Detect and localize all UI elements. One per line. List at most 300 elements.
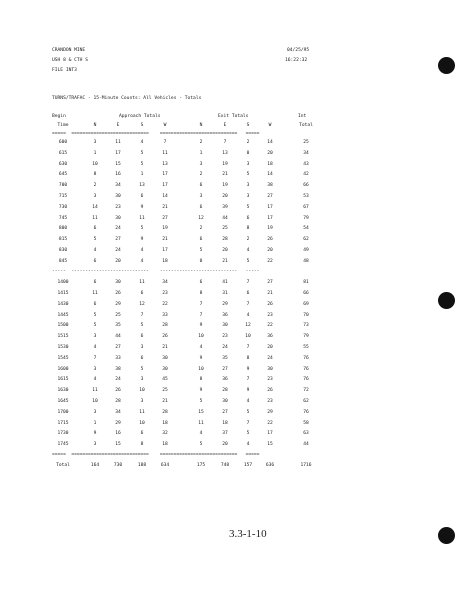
report-title: TURNS/TRAFAC - 15-Minute Counts: All Vehicles - Totals [52,96,202,101]
exit-w: 22 [267,420,273,426]
exit-w: 23 [267,377,273,383]
exit-w: 36 [267,334,273,340]
approach-w: 11 [162,150,168,156]
approach-n: 6 [93,226,97,232]
exit-w: 636 [265,462,275,468]
int-total: 53 [303,194,309,199]
exit-n: 0 [199,258,203,264]
col-begin-header: Begin [52,114,66,119]
exit-e: 19 [222,161,228,167]
exit-n: 5 [199,398,203,404]
int-total: 76 [303,377,309,383]
exit-e: 35 [222,355,228,361]
table-row [0,377,465,383]
begin-time: 1545 [57,355,69,361]
exit-s: 6 [246,290,250,296]
exit-w: 17 [267,204,273,210]
sub-header-total: Total [299,123,313,128]
exit-e: 44 [222,215,228,221]
approach-n: 6 [93,301,97,307]
int-total: 54 [303,226,309,232]
approach-s: 11 [139,409,145,415]
exit-w: 30 [267,366,273,372]
begin-time: 600 [58,140,68,145]
int-total: 76 [303,409,309,415]
exit-s: 8 [246,355,250,361]
approach-e: 17 [115,150,121,156]
begin-time: 715 [58,194,68,199]
approach-s: 6 [140,194,144,199]
approach-n: 7 [93,355,97,361]
approach-n: 3 [93,194,97,199]
exit-e: 27 [222,409,228,415]
approach-e: 24 [115,248,121,253]
approach-w: 22 [162,301,168,307]
exit-n: 2 [199,226,203,232]
approach-s: 6 [140,431,144,437]
approach-n: 1 [93,150,97,156]
approach-s: 13 [139,183,145,189]
table-row [0,162,465,168]
exit-s: 7 [246,420,250,426]
approach-n: 5 [93,237,97,243]
exit-n: 5 [199,442,203,448]
exit-e: 13 [222,150,228,156]
approach-w: 7 [163,140,167,145]
approach-w: 21 [162,398,168,404]
table-row [0,259,465,265]
approach-n: 3 [93,334,97,340]
table-row [0,334,465,340]
exit-n: 9 [199,355,203,361]
exit-e: 20 [222,248,228,253]
page-number: 3.3-1-10 [229,528,267,540]
begin-time: 1700 [57,409,69,415]
exit-n: 175 [196,462,206,468]
begin-time: 1715 [57,420,69,426]
report-time: 16:22:32 [285,58,308,63]
approach-e: 29 [115,420,121,426]
sub-header-ew: W [268,123,272,128]
approach-n: 164 [90,462,100,468]
exit-s: 8 [246,226,250,232]
approach-e: 11 [115,140,121,145]
begin-time: 800 [58,226,68,232]
sub-header-en: N [199,123,203,128]
exit-n: 2 [199,172,203,178]
table-row [0,442,465,448]
rule-bottom: ===== ============================ ============================ ===== [52,451,260,457]
sub-header-ae: E [116,123,120,128]
approach-s: 6 [140,290,144,296]
table-row [0,431,465,437]
approach-n: 4 [93,344,97,350]
exit-w: 14 [267,140,273,145]
approach-n: 5 [93,312,97,318]
exit-w: 15 [267,442,273,448]
begin-time: 815 [58,237,68,243]
exit-s: 4 [246,312,250,318]
exit-s: 3 [246,161,250,167]
exit-w: 26 [267,237,273,243]
location-line-1: CRANDON MINE [52,48,86,53]
int-total: 48 [303,258,309,264]
approach-e: 26 [115,388,121,394]
approach-s: 4 [140,258,144,264]
approach-w: 21 [162,237,168,243]
exit-w: 19 [267,226,273,232]
exit-e: 28 [222,237,228,243]
exit-e: 19 [222,183,228,189]
int-total: 81 [303,280,309,286]
table-row [0,280,465,286]
table-row [0,151,465,157]
approach-e: 38 [115,366,121,372]
table-row [0,323,465,329]
punch-hole-middle [438,292,455,309]
table-row [0,313,465,319]
approach-w: 18 [162,442,168,448]
exit-s: 2 [246,140,250,145]
approach-w: 34 [162,280,168,286]
approach-n: 4 [93,248,97,253]
approach-w: 28 [162,323,168,329]
approach-n: 11 [92,215,98,221]
begin-time: 1630 [57,388,69,394]
exit-w: 23 [267,398,273,404]
exit-w: 26 [267,301,273,307]
exit-n: 10 [198,334,204,340]
exit-totals-header: Exit Totals [218,114,249,119]
exit-s: 6 [246,215,250,221]
exit-e: 39 [222,204,228,210]
approach-n: 10 [92,398,98,404]
begin-time: 1730 [57,431,69,437]
approach-e: 34 [115,409,121,415]
approach-e: 30 [115,280,121,286]
exit-s: 0 [246,150,250,156]
begin-time: 645 [58,172,68,178]
exit-s: 7 [246,280,250,286]
int-total: 34 [303,150,309,156]
location-line-2: USH 8 & CTH S [52,58,88,63]
approach-e: 28 [115,398,121,404]
begin-time: 1745 [57,442,69,448]
exit-w: 20 [267,344,273,350]
begin-time: 1615 [57,377,69,383]
approach-s: 3 [140,377,144,383]
exit-s: 2 [246,237,250,243]
exit-n: 10 [198,366,204,372]
exit-s: 7 [246,344,250,350]
exit-n: 5 [199,248,203,253]
exit-s: 9 [246,366,250,372]
int-header: Int [298,114,307,119]
exit-n: 3 [199,194,203,199]
exit-e: 18 [222,420,228,426]
begin-time: 1500 [57,323,69,329]
int-total: 69 [303,301,309,307]
approach-s: 11 [139,280,145,286]
begin-time: 1645 [57,398,69,404]
int-total: 73 [303,323,309,329]
approach-e: 20 [115,258,121,264]
exit-e: 21 [222,172,228,178]
exit-s: 12 [245,323,251,329]
approach-w: 27 [162,215,168,221]
int-total: 55 [303,344,309,350]
exit-n: 11 [198,420,204,426]
approach-s: 8 [140,442,144,448]
approach-w: 21 [162,344,168,350]
total-row [0,463,465,469]
table-row [0,410,465,416]
approach-e: 44 [115,334,121,340]
approach-totals-header: Approach Totals [119,114,161,119]
exit-e: 27 [222,366,228,372]
table-row [0,302,465,308]
approach-w: 19 [162,226,168,232]
exit-n: 12 [198,215,204,221]
exit-s: 7 [246,301,250,307]
exit-s: 3 [246,194,250,199]
approach-s: 3 [140,398,144,404]
report-date: 04/25/95 [287,48,310,53]
exit-e: 20 [222,194,228,199]
approach-e: 27 [115,237,121,243]
begin-time: 1430 [57,301,69,307]
int-total: 67 [303,204,309,210]
approach-n: 6 [93,258,97,264]
exit-n: 6 [199,280,203,286]
table-row [0,248,465,254]
approach-s: 5 [140,161,144,167]
exit-n: 6 [199,237,203,243]
exit-w: 23 [267,312,273,318]
int-total: 62 [303,237,309,243]
begin-time: 1515 [57,334,69,340]
approach-e: 34 [115,183,121,189]
rule-top: ===== ============================ ============================ ===== [52,131,260,136]
approach-w: 28 [162,409,168,415]
approach-s: 5 [140,323,144,329]
int-total: 42 [303,172,309,178]
approach-n: 10 [92,161,98,167]
sub-header-es: S [246,123,250,128]
exit-w: 22 [267,258,273,264]
exit-e: 41 [222,280,228,286]
table-row [0,226,465,232]
table-row [0,291,465,297]
exit-s: 5 [246,204,250,210]
approach-e: 16 [115,172,121,178]
table-row [0,205,465,211]
exit-n: 8 [199,377,203,383]
approach-w: 33 [162,312,168,318]
exit-w: 24 [267,355,273,361]
int-total: 44 [303,442,309,448]
exit-w: 20 [267,248,273,253]
approach-w: 634 [160,462,170,468]
approach-e: 26 [115,290,121,296]
exit-n: 8 [199,290,203,296]
approach-n: 11 [92,290,98,296]
table-row [0,140,465,146]
exit-n: 15 [198,409,204,415]
exit-w: 18 [267,161,273,167]
exit-s: 3 [246,183,250,189]
approach-e: 23 [115,204,121,210]
approach-e: 30 [115,194,121,199]
exit-s: 7 [246,377,250,383]
begin-time: 1415 [57,290,69,296]
rule-mid: ----- ---------------------------- ---------------------------- ----- [52,268,260,274]
exit-e: 748 [220,462,230,468]
int-total: 79 [303,334,309,340]
approach-e: 33 [115,355,121,361]
approach-e: 15 [115,161,121,167]
exit-n: 1 [199,150,203,156]
approach-n: 11 [92,388,98,394]
approach-w: 23 [162,290,168,296]
exit-n: 3 [199,161,203,167]
approach-s: 3 [140,344,144,350]
approach-e: 35 [115,323,121,329]
table-row [0,183,465,189]
begin-time: 615 [58,150,68,156]
sub-header-row [0,123,465,129]
approach-n: 2 [93,183,97,189]
int-total: 70 [303,312,309,318]
approach-n: 3 [93,442,97,448]
begin-time: 1530 [57,344,69,350]
table-row [0,399,465,405]
approach-s: 5 [140,226,144,232]
approach-w: 18 [162,420,168,426]
approach-e: 24 [115,377,121,383]
begin-time: 630 [58,161,68,167]
exit-s: 5 [246,431,250,437]
int-total: 49 [303,248,309,253]
approach-n: 4 [93,377,97,383]
table-row [0,237,465,243]
exit-n: 2 [199,140,203,145]
exit-e: 36 [222,377,228,383]
exit-e: 7 [223,140,227,145]
approach-w: 45 [162,377,168,383]
approach-s: 4 [140,248,144,253]
approach-n: 14 [92,204,98,210]
approach-e: 730 [113,462,123,468]
exit-w: 26 [267,388,273,394]
approach-s: 10 [139,388,145,394]
table-row [0,388,465,394]
int-total: 76 [303,355,309,361]
exit-e: 24 [222,344,228,350]
approach-e: 15 [115,442,121,448]
exit-e: 30 [222,398,228,404]
int-total: 79 [303,215,309,221]
exit-s: 5 [246,409,250,415]
begin-time: 1600 [57,366,69,372]
exit-w: 27 [267,280,273,286]
approach-s: 6 [140,334,144,340]
exit-s: 4 [246,248,250,253]
exit-w: 14 [267,172,273,178]
approach-s: 4 [140,140,144,145]
int-total: 58 [303,420,309,426]
approach-n: 1 [93,420,97,426]
exit-e: 29 [222,301,228,307]
exit-w: 27 [267,194,273,199]
begin-time: 1445 [57,312,69,318]
begin-time: 745 [58,215,68,221]
approach-w: 21 [162,204,168,210]
approach-e: 29 [115,301,121,307]
approach-e: 16 [115,431,121,437]
exit-s: 4 [246,442,250,448]
approach-s: 12 [139,301,145,307]
exit-n: 4 [199,344,203,350]
approach-e: 30 [115,215,121,221]
approach-w: 17 [162,183,168,189]
int-total: 66 [303,183,309,189]
table-row [0,172,465,178]
approach-s: 5 [140,366,144,372]
table-row [0,356,465,362]
approach-s: 9 [140,237,144,243]
approach-w: 17 [162,248,168,253]
int-total: 1716 [300,462,312,468]
exit-n: 4 [199,431,203,437]
exit-e: 36 [222,312,228,318]
int-total: 63 [303,431,309,437]
exit-e: 23 [222,334,228,340]
exit-w: 20 [267,150,273,156]
approach-e: 24 [115,226,121,232]
sub-header-aw: W [163,123,167,128]
approach-w: 30 [162,355,168,361]
table-row [0,345,465,351]
approach-n: 6 [93,280,97,286]
sub-header-time: Time [57,123,69,128]
begin-time: Total [56,462,70,468]
punch-hole-top [438,57,455,74]
exit-s: 5 [246,258,250,264]
exit-w: 21 [267,290,273,296]
table-row [0,421,465,427]
approach-s: 5 [140,150,144,156]
approach-w: 14 [162,194,168,199]
exit-n: 6 [199,183,203,189]
exit-e: 30 [222,323,228,329]
exit-s: 4 [246,398,250,404]
table-row [0,216,465,222]
table-row [0,367,465,373]
approach-s: 9 [140,204,144,210]
approach-n: 9 [93,431,97,437]
sub-header-as: S [140,123,144,128]
table-row [0,194,465,200]
exit-e: 21 [222,258,228,264]
exit-n: 9 [199,388,203,394]
exit-s: 10 [245,334,251,340]
exit-e: 25 [222,226,228,232]
approach-w: 13 [162,161,168,167]
approach-n: 5 [93,323,97,329]
int-total: 66 [303,290,309,296]
approach-s: 1 [140,172,144,178]
